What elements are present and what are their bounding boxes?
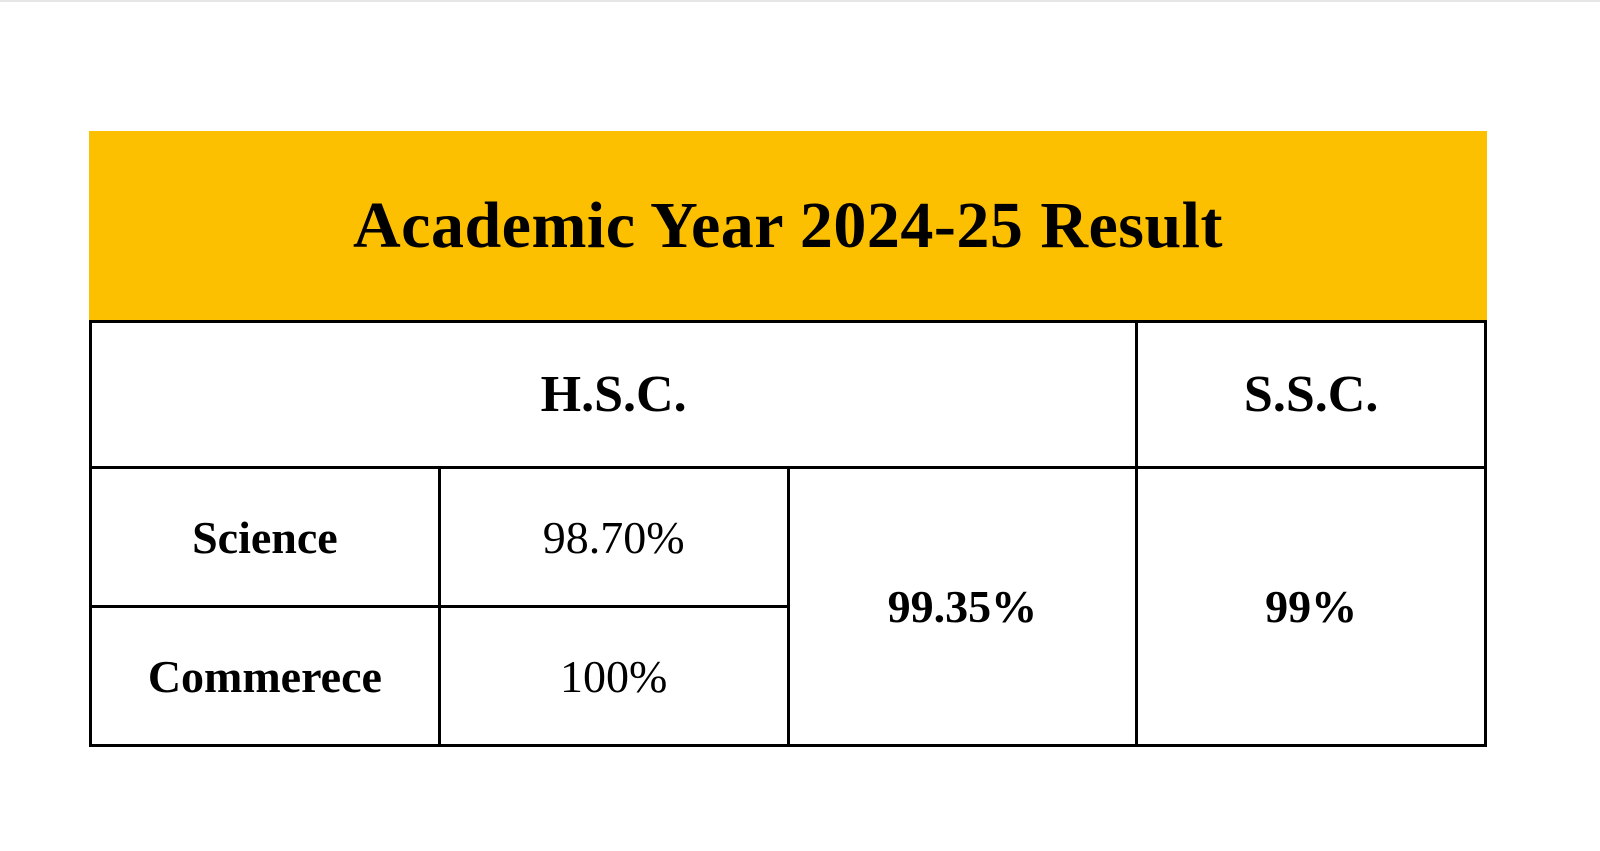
result-card bbox=[89, 131, 1487, 747]
table-row bbox=[91, 468, 1486, 607]
hsc-overall-value: 99.35% bbox=[788, 468, 1137, 746]
table-header-row bbox=[91, 322, 1486, 468]
title-bar bbox=[89, 131, 1487, 320]
stream-commerce-label: Commerece bbox=[91, 607, 440, 746]
stream-commerce-value: 100% bbox=[439, 607, 788, 746]
top-divider bbox=[0, 0, 1600, 2]
hsc-header: H.S.C. bbox=[91, 322, 1137, 468]
stream-science-value: 98.70% bbox=[439, 468, 788, 607]
result-title: Academic Year 2024-25 Result bbox=[352, 188, 1223, 262]
ssc-overall-value: 99% bbox=[1137, 468, 1486, 746]
result-table bbox=[89, 320, 1487, 747]
stream-science-label: Science bbox=[91, 468, 440, 607]
ssc-header: S.S.C. bbox=[1137, 322, 1486, 468]
